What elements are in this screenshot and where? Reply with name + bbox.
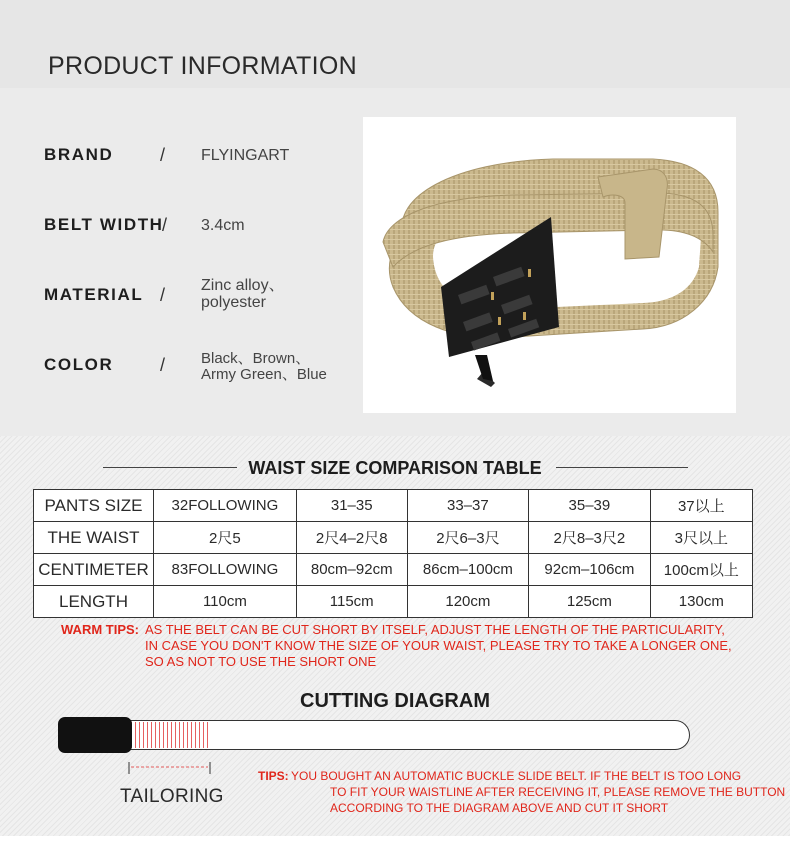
table-cell: 83FOLLOWING bbox=[154, 554, 297, 586]
page-title: PRODUCT INFORMATION bbox=[48, 52, 357, 80]
info-key: BRAND bbox=[44, 145, 114, 164]
tips-line-3: ACCORDING TO THE DIAGRAM ABOVE AND CUT IT SHORT bbox=[330, 801, 669, 815]
table-cell: 33–37 bbox=[407, 490, 529, 522]
belt-illustration bbox=[363, 117, 736, 413]
header-band bbox=[0, 0, 790, 88]
title-rule-right bbox=[556, 467, 688, 468]
info-key: COLOR bbox=[44, 355, 114, 374]
tips-line-1: YOU BOUGHT AN AUTOMATIC BUCKLE SLIDE BELT. IF THE BELT IS TOO LONG bbox=[291, 769, 742, 783]
info-separator: / bbox=[160, 285, 166, 305]
table-row bbox=[34, 554, 753, 586]
info-key: MATERIAL bbox=[44, 285, 144, 304]
table-row bbox=[34, 586, 753, 618]
info-value: 3.4cm bbox=[201, 217, 245, 234]
size-comparison-table bbox=[33, 489, 753, 618]
buckle-end-diagram bbox=[58, 717, 132, 753]
tailoring-bracket bbox=[125, 760, 215, 778]
info-key: BELT WIDTH bbox=[44, 215, 164, 234]
cut-zone-hatch bbox=[131, 722, 209, 748]
table-cell: 35–39 bbox=[529, 490, 651, 522]
tailoring-label: TAILORING bbox=[120, 786, 224, 807]
warm-tips-line-1: AS THE BELT CAN BE CUT SHORT BY ITSELF, ADJUST THE LENGTH OF THE PARTICULARITY, bbox=[145, 622, 725, 637]
table-cell: 32FOLLOWING bbox=[154, 490, 297, 522]
table-cell: 80cm–92cm bbox=[296, 554, 407, 586]
table-cell: 130cm bbox=[650, 586, 752, 618]
table-row bbox=[34, 490, 753, 522]
table-cell: 3尺以上 bbox=[650, 522, 752, 554]
tips-line-2: TO FIT YOUR WAISTLINE AFTER RECEIVING IT, PLEASE REMOVE THE BUTTON bbox=[330, 785, 786, 799]
table-row bbox=[34, 522, 753, 554]
table-row-header: PANTS SIZE bbox=[34, 490, 154, 522]
table-cell: 37以上 bbox=[650, 490, 752, 522]
warm-tips-label: WARM TIPS: bbox=[61, 622, 139, 637]
table-row-header: THE WAIST bbox=[34, 522, 154, 554]
warm-tips-line-2: IN CASE YOU DON'T KNOW THE SIZE OF YOUR WAIST, PLEASE TRY TO TAKE A LONGER ONE, bbox=[145, 638, 732, 653]
table-cell: 110cm bbox=[154, 586, 297, 618]
warm-tips-line-3: SO AS NOT TO USE THE SHORT ONE bbox=[145, 654, 377, 669]
table-cell: 100cm以上 bbox=[650, 554, 752, 586]
info-separator: / bbox=[162, 215, 168, 235]
size-table-title: WAIST SIZE COMPARISON TABLE bbox=[248, 458, 542, 478]
table-row-header: CENTIMETER bbox=[34, 554, 154, 586]
info-value-line-1: Black、Brown、 bbox=[201, 350, 311, 367]
info-separator: / bbox=[160, 145, 166, 165]
table-cell: 2尺5 bbox=[154, 522, 297, 554]
table-cell: 115cm bbox=[296, 586, 407, 618]
info-value: FLYINGART bbox=[201, 147, 290, 164]
info-separator: / bbox=[160, 355, 166, 375]
table-row-header: LENGTH bbox=[34, 586, 154, 618]
product-photo bbox=[363, 117, 736, 413]
info-value-line-2: Army Green、Blue bbox=[201, 366, 327, 383]
table-cell: 31–35 bbox=[296, 490, 407, 522]
table-cell: 125cm bbox=[529, 586, 651, 618]
table-cell: 120cm bbox=[407, 586, 529, 618]
table-cell: 2尺8–3尺2 bbox=[529, 522, 651, 554]
tips-label: TIPS: bbox=[258, 769, 289, 783]
table-cell: 2尺4–2尺8 bbox=[296, 522, 407, 554]
table-cell: 92cm–106cm bbox=[529, 554, 651, 586]
info-value-line-2: polyester bbox=[201, 294, 266, 311]
info-value-line-1: Zinc alloy、 bbox=[201, 277, 285, 294]
cutting-diagram-title: CUTTING DIAGRAM bbox=[300, 690, 490, 712]
table-cell: 2尺6–3尺 bbox=[407, 522, 529, 554]
table-cell: 86cm–100cm bbox=[407, 554, 529, 586]
